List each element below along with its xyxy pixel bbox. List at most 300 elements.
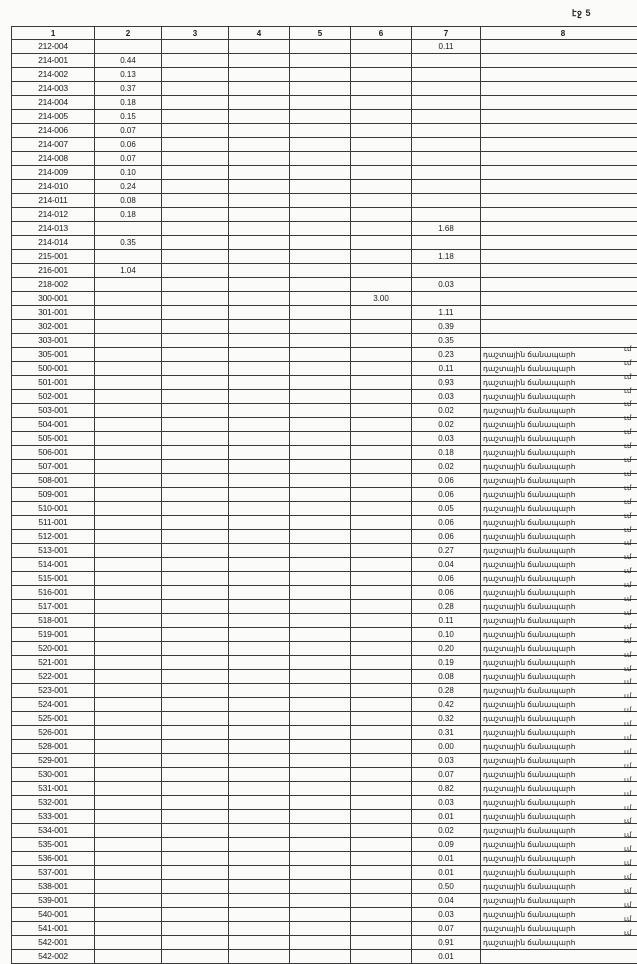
cell-col4: [229, 264, 290, 278]
cell-col3: [162, 866, 229, 880]
margin-note: ւմ: [624, 401, 632, 409]
cell-col6: [351, 558, 412, 572]
cell-col4: [229, 572, 290, 586]
table-row: [12, 460, 637, 474]
margin-note: ւմ: [624, 776, 632, 784]
cell-col2: 0.37: [95, 82, 162, 96]
table-header-row: [12, 27, 637, 40]
margin-note: ւմ: [624, 693, 632, 701]
margin-note: ւմ: [624, 623, 632, 631]
cell-description: դաշտային ճանապարհ: [481, 768, 637, 782]
cell-col5: [290, 110, 351, 124]
cell-col3: [162, 138, 229, 152]
table-row: [12, 852, 637, 866]
cell-col3: [162, 558, 229, 572]
cell-col5: [290, 348, 351, 362]
cell-col5: [290, 726, 351, 740]
cell-col6: [351, 698, 412, 712]
cell-col2: [95, 474, 162, 488]
table-body: [12, 40, 637, 964]
cell-col2: [95, 740, 162, 754]
cell-col3: [162, 446, 229, 460]
cell-col6: [351, 474, 412, 488]
cell-col3: [162, 124, 229, 138]
cell-col2: [95, 614, 162, 628]
cell-code: 302-001: [12, 320, 95, 334]
cell-col6: [351, 222, 412, 236]
cell-description: դաշտային ճանապարհ: [481, 530, 637, 544]
cell-col7: 0.02: [412, 460, 481, 474]
cell-col4: [229, 642, 290, 656]
cell-col5: [290, 852, 351, 866]
cell-col3: [162, 152, 229, 166]
table-row: [12, 222, 637, 236]
margin-note: ւմ: [624, 443, 632, 451]
cell-description: դաշտային ճանապարհ: [481, 726, 637, 740]
cell-col7: 0.03: [412, 390, 481, 404]
cell-description: դաշտային ճանապարհ: [481, 488, 637, 502]
cell-col2: [95, 432, 162, 446]
cell-code: 537-001: [12, 866, 95, 880]
cell-col3: [162, 726, 229, 740]
cell-code: 214-014: [12, 236, 95, 250]
cell-code: 212-004: [12, 40, 95, 54]
cell-description: դաշտային ճանապարհ: [481, 852, 637, 866]
cell-col2: 0.44: [95, 54, 162, 68]
cell-description: [481, 236, 637, 250]
cell-col2: [95, 712, 162, 726]
cell-col4: [229, 180, 290, 194]
margin-note: ւմ: [624, 651, 632, 659]
cell-col2: [95, 502, 162, 516]
cell-description: դաշտային ճանապարհ: [481, 362, 637, 376]
cell-col2: [95, 824, 162, 838]
cell-col4: [229, 152, 290, 166]
cell-col6: [351, 180, 412, 194]
cell-col5: [290, 670, 351, 684]
cell-description: դաշտային ճանապարհ: [481, 418, 637, 432]
cell-col3: [162, 502, 229, 516]
table-row: [12, 516, 637, 530]
cell-col7: 1.68: [412, 222, 481, 236]
cell-col2: [95, 726, 162, 740]
cell-col6: [351, 404, 412, 418]
table-row: [12, 740, 637, 754]
cell-col5: [290, 376, 351, 390]
cell-col2: [95, 320, 162, 334]
cell-code: 214-012: [12, 208, 95, 222]
cell-col7: 0.82: [412, 782, 481, 796]
cell-col3: [162, 894, 229, 908]
cell-col4: [229, 544, 290, 558]
margin-note: ւմ: [624, 429, 632, 437]
cell-col5: [290, 572, 351, 586]
cell-code: 542-001: [12, 936, 95, 950]
table-row: [12, 110, 637, 124]
cell-code: 214-005: [12, 110, 95, 124]
cell-col2: [95, 852, 162, 866]
column-header-8: 8: [481, 27, 637, 40]
cell-col7: 0.02: [412, 418, 481, 432]
cell-col6: [351, 796, 412, 810]
cell-col4: [229, 166, 290, 180]
table-row: [12, 166, 637, 180]
cell-col6: [351, 306, 412, 320]
cell-col6: [351, 460, 412, 474]
cell-col4: [229, 348, 290, 362]
cell-description: դաշտային ճանապարհ: [481, 824, 637, 838]
cell-code: 519-001: [12, 628, 95, 642]
cell-col6: [351, 572, 412, 586]
cell-col3: [162, 264, 229, 278]
cell-col6: [351, 390, 412, 404]
cell-col4: [229, 670, 290, 684]
cell-col7: 0.19: [412, 656, 481, 670]
table-row: [12, 138, 637, 152]
cell-description: դաշտային ճանապարհ: [481, 628, 637, 642]
cell-code: 305-001: [12, 348, 95, 362]
table-row: [12, 628, 637, 642]
cell-col7: 0.03: [412, 796, 481, 810]
cell-col6: [351, 68, 412, 82]
table-container: [11, 26, 623, 964]
cell-col5: [290, 236, 351, 250]
cell-description: դաշտային ճանապարհ: [481, 404, 637, 418]
cell-code: 541-001: [12, 922, 95, 936]
table-row: [12, 236, 637, 250]
cell-col2: [95, 698, 162, 712]
cell-col2: [95, 586, 162, 600]
cell-col2: [95, 642, 162, 656]
cell-col7: [412, 236, 481, 250]
margin-note: ւմ: [624, 470, 632, 478]
cell-description: դաշտային ճանապարհ: [481, 572, 637, 586]
cell-col4: [229, 880, 290, 894]
cell-col5: [290, 502, 351, 516]
cell-description: [481, 306, 637, 320]
cell-description: [481, 152, 637, 166]
cell-col7: 0.03: [412, 754, 481, 768]
cell-col3: [162, 670, 229, 684]
cell-col6: [351, 768, 412, 782]
cell-description: [481, 180, 637, 194]
cell-col3: [162, 390, 229, 404]
cell-col6: [351, 320, 412, 334]
cell-description: [481, 82, 637, 96]
cell-col2: 1.04: [95, 264, 162, 278]
cell-description: դաշտային ճանապարհ: [481, 348, 637, 362]
cell-col6: [351, 124, 412, 138]
margin-note: ւմ: [624, 665, 632, 673]
cell-col3: [162, 68, 229, 82]
cell-col7: 0.01: [412, 810, 481, 824]
cell-col4: [229, 54, 290, 68]
table-row: [12, 488, 637, 502]
cell-col3: [162, 376, 229, 390]
cell-col4: [229, 502, 290, 516]
cell-col3: [162, 96, 229, 110]
cell-code: 214-001: [12, 54, 95, 68]
margin-note: ւմ: [624, 415, 632, 423]
cell-col5: [290, 586, 351, 600]
cell-code: 522-001: [12, 670, 95, 684]
table-row: [12, 124, 637, 138]
cell-col2: 0.24: [95, 180, 162, 194]
table-row: [12, 278, 637, 292]
cell-description: դաշտային ճանապարհ: [481, 936, 637, 950]
cell-col6: [351, 54, 412, 68]
cell-col2: [95, 838, 162, 852]
cell-col2: 0.18: [95, 96, 162, 110]
column-header-1: 1: [12, 27, 95, 40]
cell-col3: [162, 222, 229, 236]
cell-col3: [162, 880, 229, 894]
cell-col7: 0.91: [412, 936, 481, 950]
table-row: [12, 824, 637, 838]
cell-code: 505-001: [12, 432, 95, 446]
margin-note: ւմ: [624, 596, 632, 603]
cell-description: [481, 208, 637, 222]
cell-col3: [162, 642, 229, 656]
cell-col2: [95, 670, 162, 684]
table-row: [12, 614, 637, 628]
table-row: [12, 502, 637, 516]
margin-note: ւմ: [624, 804, 632, 812]
cell-description: [481, 194, 637, 208]
table-header: [12, 27, 637, 40]
cell-code: 214-008: [12, 152, 95, 166]
column-header-3: 3: [162, 27, 229, 40]
cell-col7: 0.01: [412, 950, 481, 964]
margin-note: ւմ: [624, 609, 632, 617]
cell-col2: [95, 922, 162, 936]
cell-code: 532-001: [12, 796, 95, 810]
cell-col4: [229, 600, 290, 614]
cell-col6: [351, 600, 412, 614]
cell-col7: [412, 82, 481, 96]
cell-col5: [290, 614, 351, 628]
margin-note: ւմ: [624, 387, 632, 395]
cell-code: 215-001: [12, 250, 95, 264]
cell-col2: [95, 376, 162, 390]
cell-code: 216-001: [12, 264, 95, 278]
cell-code: 517-001: [12, 600, 95, 614]
table-row: [12, 334, 637, 348]
cell-col6: [351, 208, 412, 222]
cell-col5: [290, 544, 351, 558]
cell-col4: [229, 782, 290, 796]
cell-col3: [162, 432, 229, 446]
cell-col2: 0.15: [95, 110, 162, 124]
cell-col2: [95, 796, 162, 810]
table-row: [12, 82, 637, 96]
cell-col3: [162, 572, 229, 586]
cell-description: դաշտային ճանապարհ: [481, 614, 637, 628]
cell-col7: 0.04: [412, 894, 481, 908]
cell-col5: [290, 418, 351, 432]
cell-col2: [95, 880, 162, 894]
cell-code: 301-001: [12, 306, 95, 320]
cell-col7: [412, 152, 481, 166]
cell-col4: [229, 530, 290, 544]
cell-col6: [351, 544, 412, 558]
table-row: [12, 894, 637, 908]
cell-col6: 3.00: [351, 292, 412, 306]
cell-description: դաշտային ճանապարհ: [481, 586, 637, 600]
table-row: [12, 362, 637, 376]
column-header-7: 7: [412, 27, 481, 40]
cell-col5: [290, 390, 351, 404]
table-row: [12, 68, 637, 82]
cell-col6: [351, 488, 412, 502]
cell-col4: [229, 460, 290, 474]
cell-col6: [351, 278, 412, 292]
cell-col3: [162, 740, 229, 754]
cell-col3: [162, 236, 229, 250]
cell-code: 535-001: [12, 838, 95, 852]
margin-note: ւմ: [624, 637, 632, 645]
cell-code: 524-001: [12, 698, 95, 712]
cell-col3: [162, 292, 229, 306]
cell-col5: [290, 600, 351, 614]
table-row: [12, 684, 637, 698]
cell-col5: [290, 950, 351, 964]
cell-col7: 0.06: [412, 572, 481, 586]
cell-col7: 0.02: [412, 824, 481, 838]
cell-code: 520-001: [12, 642, 95, 656]
cell-col5: [290, 124, 351, 138]
cell-col4: [229, 768, 290, 782]
table-row: [12, 726, 637, 740]
table-row: [12, 586, 637, 600]
table-row: [12, 264, 637, 278]
cell-description: դաշտային ճանապարհ: [481, 474, 637, 488]
cell-col7: 1.18: [412, 250, 481, 264]
column-header-4: 4: [229, 27, 290, 40]
cell-description: դաշտային ճանապարհ: [481, 600, 637, 614]
cell-col5: [290, 796, 351, 810]
cell-col3: [162, 404, 229, 418]
cell-col3: [162, 208, 229, 222]
cell-col5: [290, 432, 351, 446]
table-row: [12, 600, 637, 614]
table-row: [12, 642, 637, 656]
cell-col6: [351, 642, 412, 656]
cell-description: դաշտային ճանապարհ: [481, 712, 637, 726]
cell-col3: [162, 628, 229, 642]
cell-col5: [290, 516, 351, 530]
cell-description: [481, 138, 637, 152]
cell-col5: [290, 838, 351, 852]
cell-description: դաշտային ճանապարհ: [481, 460, 637, 474]
cell-code: 508-001: [12, 474, 95, 488]
cell-description: դաշտային ճանապարհ: [481, 376, 637, 390]
cell-col7: 0.09: [412, 838, 481, 852]
cell-col7: 1.11: [412, 306, 481, 320]
cell-col5: [290, 936, 351, 950]
margin-note: ւմ: [624, 540, 632, 548]
cell-col4: [229, 922, 290, 936]
cell-col4: [229, 852, 290, 866]
cell-col3: [162, 194, 229, 208]
cell-col2: [95, 768, 162, 782]
cell-col2: [95, 600, 162, 614]
cell-col7: 0.28: [412, 600, 481, 614]
cell-col3: [162, 950, 229, 964]
cell-col6: [351, 96, 412, 110]
cell-col4: [229, 684, 290, 698]
cell-col6: [351, 166, 412, 180]
table-row: [12, 390, 637, 404]
cell-col7: [412, 68, 481, 82]
cell-code: 510-001: [12, 502, 95, 516]
cell-col7: 0.28: [412, 684, 481, 698]
cell-col2: [95, 348, 162, 362]
cell-description: դաշտային ճանապարհ: [481, 810, 637, 824]
cell-col2: [95, 516, 162, 530]
cell-col4: [229, 698, 290, 712]
cell-description: դաշտային ճանապարհ: [481, 922, 637, 936]
cell-col5: [290, 530, 351, 544]
cell-description: [481, 264, 637, 278]
cell-col3: [162, 306, 229, 320]
cell-col2: 0.06: [95, 138, 162, 152]
cell-description: դաշտային ճանապարհ: [481, 446, 637, 460]
cell-col3: [162, 54, 229, 68]
cell-description: [481, 222, 637, 236]
cell-col5: [290, 866, 351, 880]
cell-col4: [229, 754, 290, 768]
cell-col6: [351, 502, 412, 516]
cell-col5: [290, 642, 351, 656]
cell-code: 539-001: [12, 894, 95, 908]
cell-col5: [290, 54, 351, 68]
table-row: [12, 208, 637, 222]
cell-col5: [290, 684, 351, 698]
margin-note: ւմ: [624, 915, 632, 923]
cell-code: 509-001: [12, 488, 95, 502]
cell-col2: [95, 656, 162, 670]
cell-col2: 0.08: [95, 194, 162, 208]
cell-code: 514-001: [12, 558, 95, 572]
cell-code: 300-001: [12, 292, 95, 306]
margin-note: ւմ: [624, 373, 632, 381]
table-row: [12, 446, 637, 460]
cell-col5: [290, 698, 351, 712]
cell-col2: [95, 684, 162, 698]
cell-col5: [290, 194, 351, 208]
margin-note: ւմ: [624, 526, 632, 534]
cell-col7: 0.08: [412, 670, 481, 684]
cell-col4: [229, 866, 290, 880]
cell-col4: [229, 222, 290, 236]
cell-col5: [290, 810, 351, 824]
cell-col4: [229, 278, 290, 292]
cell-col3: [162, 348, 229, 362]
cell-col5: [290, 712, 351, 726]
table-row: [12, 768, 637, 782]
margin-note: ւմ: [624, 846, 632, 854]
cell-col4: [229, 614, 290, 628]
cell-col5: [290, 362, 351, 376]
cell-col2: [95, 950, 162, 964]
cell-col4: [229, 474, 290, 488]
cell-col7: 0.42: [412, 698, 481, 712]
cell-col4: [229, 516, 290, 530]
cell-col3: [162, 656, 229, 670]
margin-note: ւմ: [624, 512, 632, 520]
margin-note: ւմ: [624, 887, 632, 895]
